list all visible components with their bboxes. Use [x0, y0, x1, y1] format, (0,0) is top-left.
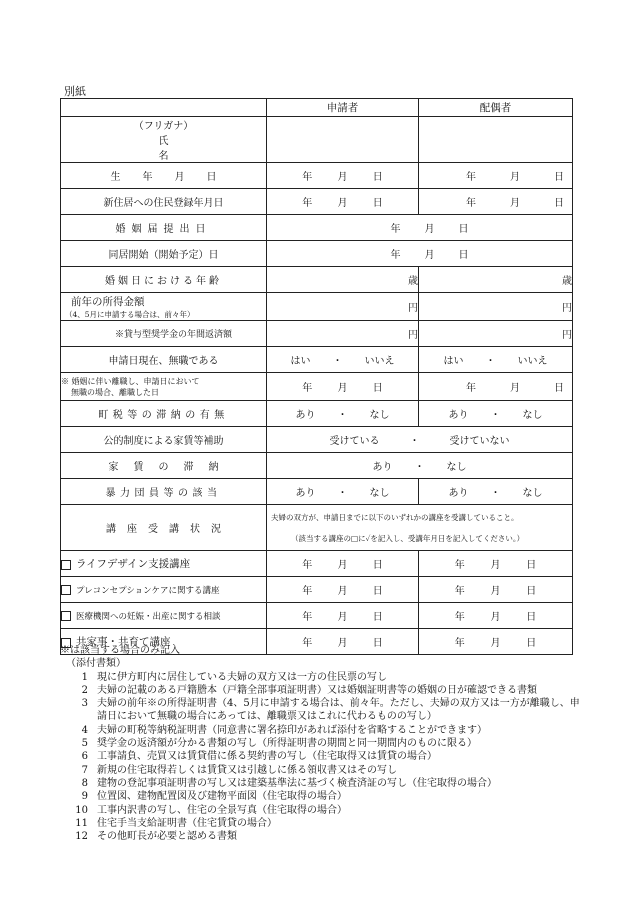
attachment-text: 奨学金の返済額が分かる書類の写し（所得証明書の期間と同一期間内のものに限る）: [97, 738, 477, 750]
attachment-text: その他町長が必要と認める書類: [97, 831, 237, 843]
course-label: 共家事・共育て講座: [76, 636, 171, 648]
header-row: [61, 99, 573, 117]
attachment-number: 5: [81, 738, 88, 750]
name-row: [61, 117, 573, 163]
attachment-number: 8: [81, 777, 88, 789]
rent-arrears-choice[interactable]: あり ・ なし: [267, 453, 573, 479]
spouse-name-field[interactable]: [419, 117, 573, 163]
resignation-row: [61, 373, 573, 401]
sheet-label: 別紙: [64, 85, 86, 98]
applicant-resignation-date-field[interactable]: 年 月 日: [267, 373, 419, 401]
applicant-course-date-field[interactable]: 年 月 日: [267, 603, 419, 629]
attachment-text: 位置図、建物配置図及び建物平面図（住宅取得の場合）: [97, 791, 347, 803]
cohabitation-label: 同居開始（開始予定）日: [61, 241, 267, 267]
course-label: 医療機関への妊娠・出産に関する相談: [76, 611, 221, 622]
cohabitation-row: [61, 241, 573, 267]
applicant-age-field[interactable]: 歳: [267, 267, 419, 293]
gang-member-label: 暴力団員等の該当: [61, 479, 267, 505]
spouse-course-date-field[interactable]: 年 月 日: [419, 551, 573, 577]
residence-registration-row: [61, 189, 573, 215]
course-checkbox[interactable]: [61, 611, 71, 621]
scholarship-row: [61, 321, 573, 347]
scholarship-label: ※貸与型奨学金の年間返済額: [61, 321, 267, 347]
header-applicant: 申請者: [267, 99, 419, 117]
attachment-number: 10: [75, 804, 88, 816]
spouse-income-field[interactable]: 円: [419, 293, 573, 321]
course-row: [61, 551, 573, 577]
attachment-item: [60, 830, 580, 843]
attachment-number: 11: [75, 817, 88, 829]
applicant-residence-date-field[interactable]: 年 月 日: [267, 189, 419, 215]
applicant-income-field[interactable]: 円: [267, 293, 419, 321]
attachment-number: 3: [81, 698, 88, 710]
resignation-note-line1: 婚姻に伴い離職し、申請日において: [71, 376, 200, 386]
attachment-text: 住宅手当支給証明書（住宅賃貸の場合）: [97, 817, 277, 829]
attachment-item: [60, 790, 580, 803]
attachment-item: [60, 750, 580, 763]
spouse-course-date-field[interactable]: 年 月 日: [419, 629, 573, 655]
birthdate-label: 生年月日: [61, 163, 267, 189]
attachment-item: [60, 737, 580, 750]
applicant-course-date-field[interactable]: 年 月 日: [267, 577, 419, 603]
town-tax-label: 町税等の滞納の有無: [61, 401, 267, 427]
notes-section: [60, 644, 580, 843]
course-row: [61, 577, 573, 603]
attachment-item: [60, 804, 580, 817]
attachment-item: [60, 684, 580, 697]
rent-arrears-label: 家賃の滞納: [61, 453, 267, 479]
housing-subsidy-row: [61, 427, 573, 453]
prior-income-label: 前年の所得金額: [71, 295, 145, 308]
birthdate-row: [61, 163, 573, 189]
course-status-label: 講座受講状況: [61, 505, 267, 551]
course-label: プレコンセプションケアに関する講座: [76, 585, 220, 596]
attachment-number: 4: [81, 724, 88, 736]
name-label: 氏名: [158, 136, 249, 162]
prior-income-note: （4、5月に申請する場合は、前々年）: [65, 309, 195, 319]
prior-income-row: [61, 293, 573, 321]
gang-member-row: [61, 479, 573, 505]
spouse-course-date-field[interactable]: 年 月 日: [419, 603, 573, 629]
marriage-filing-row: [61, 215, 573, 241]
cohabitation-date-field[interactable]: 年 月 日: [267, 241, 573, 267]
attachment-number: 9: [81, 791, 88, 803]
spouse-town-tax-choice[interactable]: あり ・ なし: [419, 401, 573, 427]
attachment-text: 夫婦の町税等納税証明書（同意書に署名捺印があれば添付を省略することができます）: [97, 724, 487, 736]
course-note-line1: 夫婦の双方が、申請日までに以下のいずれかの講座を受講していること。: [271, 512, 519, 522]
unemployed-label: 申請日現在、無職である: [61, 347, 267, 373]
resignation-mark: ※: [61, 376, 69, 386]
attachment-number: 7: [81, 764, 88, 776]
attachment-number: 1: [81, 671, 88, 683]
rent-arrears-row: [61, 453, 573, 479]
attachments-list: [60, 671, 580, 844]
applicant-unemployed-choice[interactable]: はい ・ いいえ: [267, 347, 419, 373]
attachments-title: （添付書類）: [66, 658, 126, 670]
age-label: 婚姻日における年齢: [61, 267, 267, 293]
spouse-course-date-field[interactable]: 年 月 日: [419, 577, 573, 603]
age-row: [61, 267, 573, 293]
attachment-text: 工事請負、売買又は賃貸借に係る契約書の写し（住宅取得又は賃貸の場合）: [97, 751, 437, 763]
attachment-text: 夫婦の記載のある戸籍謄本（戸籍全部事項証明書）又は婚姻証明書等の婚姻の日が確認できる書類: [97, 684, 537, 696]
attachment-item: [60, 724, 580, 737]
spouse-residence-date-field[interactable]: 年 月 日: [419, 189, 573, 215]
applicant-name-field[interactable]: [267, 117, 419, 163]
applicant-scholarship-field[interactable]: 円: [267, 321, 419, 347]
attachment-item: [60, 817, 580, 830]
course-note-line2: （該当する講座の□に✓を記入し、受講年月日を記入してください。）: [291, 533, 525, 543]
attachment-text: 新規の住宅取得若しくは賃貸又は引越しに係る領収書又はその写し: [97, 764, 397, 776]
applicant-town-tax-choice[interactable]: あり ・ なし: [267, 401, 419, 427]
attachment-number: 12: [75, 831, 88, 843]
attachment-number: 6: [81, 751, 88, 763]
header-spouse: 配偶者: [419, 99, 573, 117]
attachment-text: 建物の登記事項証明書の写し又は建築基準法に基づく検査済証の写し（住宅取得の場合）: [97, 777, 497, 789]
attachment-item: [60, 764, 580, 777]
attachment-text: 現に伊方町内に居住している夫婦の双方又は一方の住民票の写し: [97, 671, 387, 683]
spouse-age-field[interactable]: 歳: [419, 267, 573, 293]
spouse-birthdate-field[interactable]: 年 月 日: [419, 163, 573, 189]
attachment-item: [60, 697, 580, 724]
housing-subsidy-label: 公的制度による家賃等補助: [61, 427, 267, 453]
course-row: [61, 603, 573, 629]
applicant-course-date-field[interactable]: 年 月 日: [267, 629, 419, 655]
unemployed-row: [61, 347, 573, 373]
course-label: ライフデザイン支援講座: [76, 558, 191, 570]
attachment-item: [60, 777, 580, 790]
town-tax-row: [61, 401, 573, 427]
attachment-text: 工事内訳書の写し、住宅の全景写真（住宅取得の場合）: [97, 804, 347, 816]
footnote: ※は該当する場合のみ記入: [60, 645, 180, 656]
resignation-note-line2: 無職の場合、離職した日: [71, 387, 159, 397]
applicant-course-date-field[interactable]: 年 月 日: [267, 551, 419, 577]
spouse-unemployed-choice[interactable]: はい ・ いいえ: [419, 347, 573, 373]
course-checkbox[interactable]: [61, 560, 71, 570]
spouse-resignation-date-field[interactable]: 年 月 日: [419, 373, 573, 401]
course-status-row: [61, 505, 573, 551]
housing-subsidy-choice[interactable]: 受けている ・ 受けていない: [267, 427, 573, 453]
course-checkbox[interactable]: [61, 585, 71, 595]
application-form-table: [60, 98, 573, 655]
furigana-label: （フリガナ）: [133, 121, 194, 132]
attachment-text: 夫婦の前年※の所得証明書（4、5月に申請する場合は、前々年。ただし、夫婦の双方又は一方が離職し、申請日において無職の場合にあっては、離職票又はこれに代わるものの写し）: [97, 698, 580, 723]
applicant-gang-choice[interactable]: あり ・ なし: [267, 479, 419, 505]
marriage-filing-date-field[interactable]: 年 月 日: [267, 215, 573, 241]
spouse-scholarship-field[interactable]: 円: [419, 321, 573, 347]
applicant-birthdate-field[interactable]: 年 月 日: [267, 163, 419, 189]
residence-registration-label: 新住居への住民登録年月日: [61, 189, 267, 215]
marriage-filing-label: 婚姻届提出日: [61, 215, 267, 241]
attachment-number: 2: [81, 684, 88, 696]
spouse-gang-choice[interactable]: あり ・ なし: [419, 479, 573, 505]
attachment-item: [60, 671, 580, 684]
